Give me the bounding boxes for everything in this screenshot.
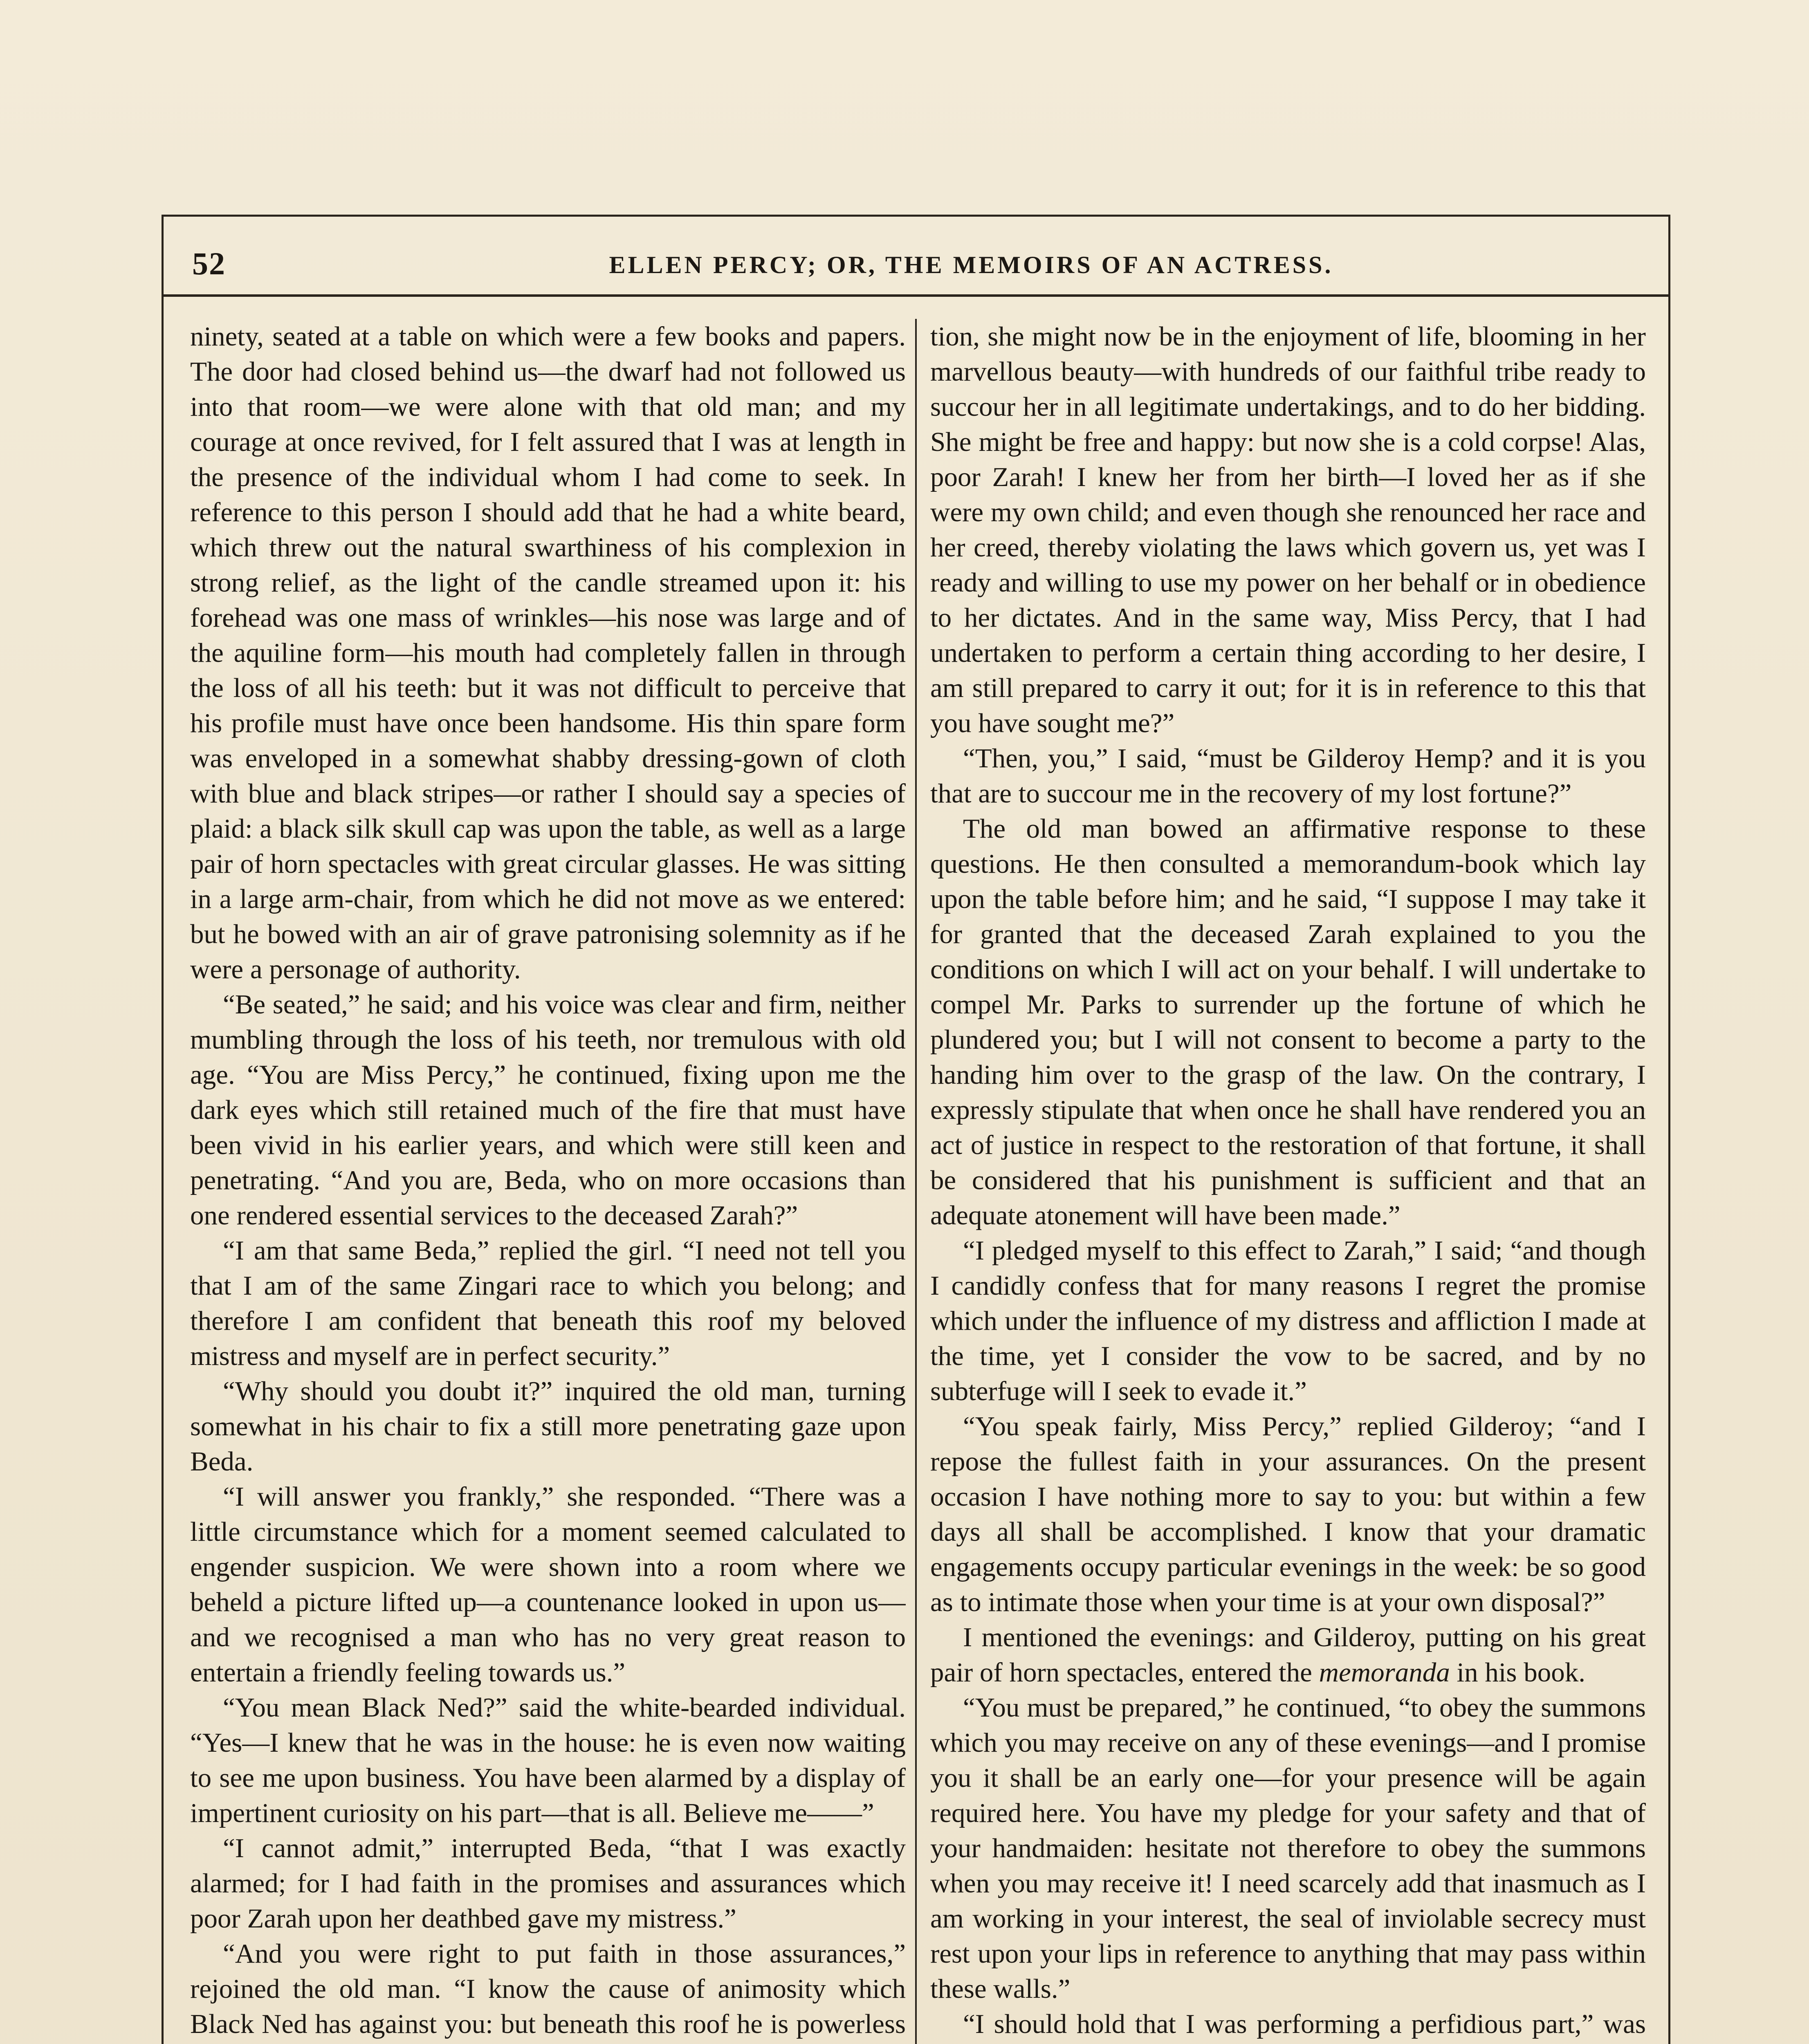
text-run: I mentioned the evenings: and Gilderoy, putting on his great pair of horn spectacles, entered the (930, 1622, 1646, 1688)
paragraph: “You mean Black Ned?” said the white-bearded individual. “Yes—I knew that he was in the house: he is even now waiting to see me upon business. You have been alarmed by a display of impertinent curiosity on his part—that is all. Believe me——” (190, 1692, 906, 1828)
paragraph: “I will answer you frankly,” she responded. “There was a little circumstance which for a moment seemed calculated to engender suspicion. We were shown into a room where we beheld a picture lifted up—a countenance looked in upon us—and we recognised a man who has no very great reason to entertain a friendly feeling towards us.” (190, 1481, 906, 1688)
column-divider (915, 319, 917, 2044)
page-number: 52 (192, 246, 226, 281)
running-header (192, 245, 1648, 286)
paragraph: “And you were right to put faith in those assurances,” rejoined the old man. “I know the cause of animosity which Black Ned has against you: but beneath this roof he is powerless (190, 1939, 906, 2039)
paragraph: “You must be prepared,” he continued, “to obey the summons which you may receive on any of these evenings—and I promise you it shall be an early one—for your presence will be again required here. You have my pledge for your safety and that of your handmaiden: hesitate not therefore to obey the summons when you may receive it! I need scarcely add that inasmuch as I am working in your interest, the seal of inviolable secrecy must rest upon your lips in reference to anything that may pass within these walls.” (930, 1692, 1646, 2004)
paragraph: ninety, seated at a table on which were a few books and papers. The door had closed behind us—the dwarf had not followed us into that room—we were alone with that old man; and my courage at once revived, for I felt assured that I was at length in the presence of the individual whom I had come to seek. In reference to this person I should add that he had a white beard, which threw out the natural swarthiness of his complexion in strong relief, as the light of the candle streamed upon it: his forehead was one mass of wrinkles—his nose was large and of the aquiline form—his mouth had completely fallen in through the loss of all his teeth: but it was not difficult to perceive that his profile must have once been handsome. His thin spare form was enveloped in a somewhat shabby dressing-gown of cloth with blue and black stripes—or rather I should say a species of plaid: a black silk skull cap was upon the table, as well as a large pair of horn spectacles with great circular glasses. He was sitting in a large arm-chair, from which he did not move as we entered: but he bowed with an air of grave patronising solemnity as if he were a personage of authority. (190, 321, 906, 984)
paragraph: “Be seated,” he said; and his voice was clear and firm, neither mumbling through the loss of his teeth, nor tremulous with old age. “You are Miss Percy,” he continued, fixing upon me the dark eyes which still retained much of the fire that must have been vivid in his earlier years, and which were still keen and penetrating. “And you are, Beda, who on more occasions than one rendered essential services to the deceased Zarah?” (190, 989, 906, 1230)
italic-term: memoranda (1319, 1657, 1450, 1688)
paragraph: “Then, you,” I said, “must be Gilderoy Hemp? and it is you that are to succour me in the recovery of my lost fortune?” (930, 743, 1646, 809)
paragraph-with-italic (930, 1620, 1646, 1690)
header-rule (162, 294, 1670, 297)
paragraph: “I am that same Beda,” replied the girl. “I need not tell you that I am of the same Zingari race to which you belong; and therefore I am confident that beneath this roof my beloved mistress and myself are in perfect security.” (190, 1235, 906, 1371)
paragraph: “I cannot admit,” interrupted Beda, “that I was exactly alarmed; for I had faith in the promises and assurances which poor Zarah upon her deathbed gave my mistress.” (190, 1833, 906, 1934)
paragraph: “I pledged myself to this effect to Zarah,” I said; “and though I candidly confess that for many reasons I regret the promise which under the influence of my distress and affliction I made at the time, yet I consider the vow to be sacred, and by no subterfuge will I seek to evade it.” (930, 1235, 1646, 1406)
left-column (190, 319, 906, 2044)
paragraph: “I should hold that I was performing a perfidious part,” was (963, 2009, 1646, 2039)
text-run: in his book. (1457, 1657, 1586, 1688)
right-column (930, 319, 1646, 2044)
running-title: ELLEN PERCY; OR, THE MEMOIRS OF AN ACTRESS. (609, 251, 1333, 278)
paragraph: The old man bowed an affirmative response to these questions. He then consulted a memorandum-book which lay upon the table before him; and he said, “I suppose I may take it for granted that the deceased Zarah explained to you the conditions on which I will act on your behalf. I will undertake to compel Mr. Parks to surrender up the fortune of which he plundered you; but I will not consent to become a party to the handing him over to the grasp of the law. On the contrary, I expressly stipulate that when once he shall have rendered you an act of justice in respect to the restoration of that fortune, it shall be considered that his punishment is sufficient and that an adequate atonement will have been made.” (930, 814, 1646, 1230)
paragraph: “Why should you doubt it?” inquired the old man, turning somewhat in his chair to fix a still more penetrating gaze upon Beda. (190, 1376, 906, 1477)
paragraph: “You speak fairly, Miss Percy,” replied Gilderoy; “and I repose the fullest faith in your assurances. On the present occasion I have nothing more to say to you: but within a few days all shall be accomplished. I know that your dramatic engagements occupy particular evenings in the week: be so good as to intimate those when your time is at your own disposal?” (930, 1411, 1646, 1617)
paragraph: tion, she might now be in the enjoyment of life, blooming in her marvellous beauty—with hundreds of our faithful tribe ready to succour her in all legitimate undertakings, and to do her bidding. She might be free and happy: but now she is a cold corpse! Alas, poor Zarah! I knew her from her birth—I loved her as if she were my own child; and even though she renounced her race and her creed, thereby violating the laws which govern us, yet was I ready and willing to use my power on her behalf or in obedience to her dictates. And in the same way, Miss Percy, that I had undertaken to perform a certain thing according to her desire, I am still prepared to carry it out; for it is in reference to this that you have sought me?” (930, 321, 1646, 738)
